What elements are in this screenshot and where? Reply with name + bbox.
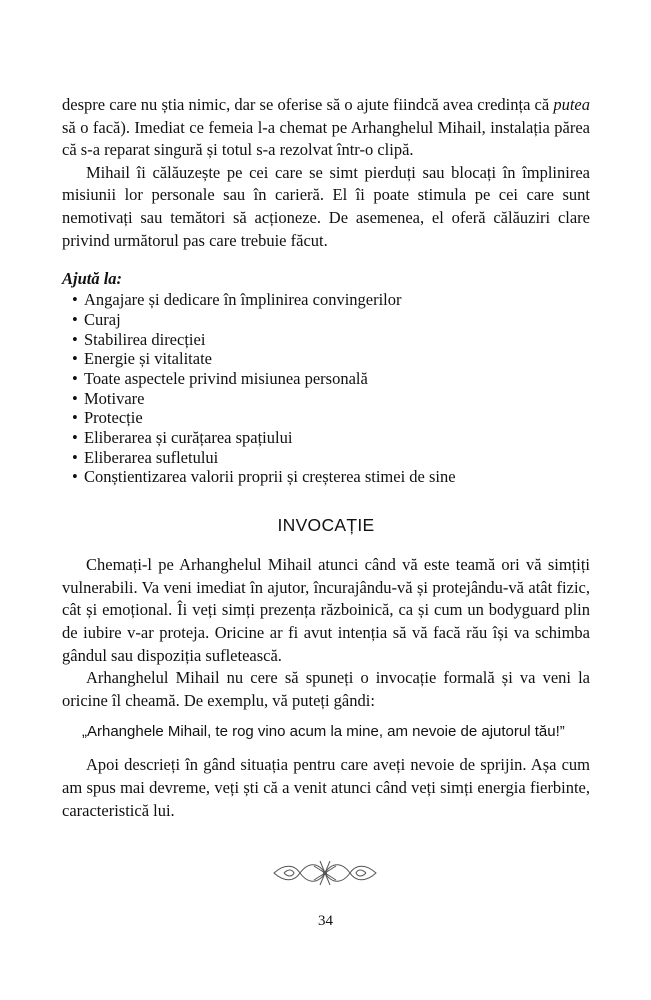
- paragraph-story-end: [62, 94, 590, 162]
- bullet-icon: •: [72, 388, 78, 408]
- helps-heading: Ajută la:: [62, 269, 123, 289]
- list-item: [72, 369, 590, 389]
- bullet-icon: •: [72, 368, 78, 388]
- list-item: [72, 408, 590, 428]
- paragraph-call-mihail: Chemați-l pe Arhanghelul Mihail atunci când vă este teamă ori vă simțiți vulnerabili. Va veni imediat în ajutor, încurajându-vă și protejându-vă atât fizic, cât și emoțional. Îi veți simți prezența războinică, ca și cum un bodyguard plin de iubire v-ar proteja. Oricine ar fi avut intenția să vă facă rău își va schimba gândul sau dispoziția sufletească.: [62, 555, 590, 665]
- decorative-flourish-icon: [270, 858, 380, 888]
- list-item-text: Angajare și dedicare în împlinirea convingerilor: [84, 290, 402, 310]
- page-number: 34: [318, 913, 333, 929]
- bullet-icon: •: [72, 349, 78, 369]
- paragraph-no-formal-invocation: Arhanghelul Mihail nu cere să spuneți o invocație formală și va veni la oricine îl cheamă. De exemplu, vă puteți gândi:: [62, 668, 590, 710]
- bullet-icon: •: [72, 408, 78, 428]
- paragraph-describe-situation: Apoi descrieți în gând situația pentru care aveți nevoie de sprijin. Așa cum am spus mai devreme, veți ști că a venit atunci când veți simți energia fierbinte, caracteristică lui.: [62, 755, 590, 820]
- list-item-text: Stabilirea direcției: [84, 329, 206, 349]
- bullet-icon: •: [72, 467, 78, 487]
- list-item: [72, 310, 590, 330]
- list-item-text: Curaj: [84, 309, 121, 329]
- italic-run: putea: [553, 95, 590, 114]
- list-item: [72, 290, 590, 310]
- bullet-icon: •: [72, 290, 78, 310]
- list-item-text: Eliberarea sufletului: [84, 447, 219, 467]
- list-item: [72, 389, 590, 409]
- list-item-text: Toate aspectele privind misiunea personală: [84, 368, 368, 388]
- list-item-text: Protecție: [84, 408, 143, 428]
- list-item: [72, 428, 590, 448]
- page-body: [62, 94, 590, 822]
- list-item-text: Conștientizarea valorii proprii și creșterea stimei de sine: [84, 467, 456, 487]
- bullet-icon: •: [72, 447, 78, 467]
- list-item-text: Energie și vitalitate: [84, 349, 212, 369]
- helps-list: [62, 290, 590, 487]
- section-title-invocatie: INVOCAȚIE: [277, 515, 375, 536]
- text-run: despre care nu știa nimic, dar se oferise să o ajute fiindcă avea credința că: [62, 95, 554, 114]
- bullet-icon: •: [72, 329, 78, 349]
- list-item: [72, 448, 590, 468]
- list-item: [72, 467, 590, 487]
- text-run: să o facă). Imediat ce femeia l-a chemat pe Arhanghelul Mihail, instalația părea că s-a reparat singură și totul s-a rezolvat într-o clipă.: [62, 117, 590, 160]
- list-item-text: Eliberarea și curățarea spațiului: [84, 428, 293, 448]
- invocation-quote: „Arhanghele Mihail, te rog vino acum la mine, am nevoie de ajutorul tău!”: [82, 723, 565, 741]
- bullet-icon: •: [72, 309, 78, 329]
- paragraph-mihail-guides: Mihail îi călăuzește pe cei care se simt pierduți sau blocați în împlinirea misiunii lor personale sau în carieră. El îi poate stimula pe cei care sunt nemotivați sau temători să acționeze. De asemenea, el oferă călăuziri clare privind următorul pas care trebuie făcut.: [62, 162, 590, 250]
- list-item: [72, 349, 590, 369]
- list-item-text: Motivare: [84, 388, 145, 408]
- list-item: [72, 330, 590, 350]
- bullet-icon: •: [72, 428, 78, 448]
